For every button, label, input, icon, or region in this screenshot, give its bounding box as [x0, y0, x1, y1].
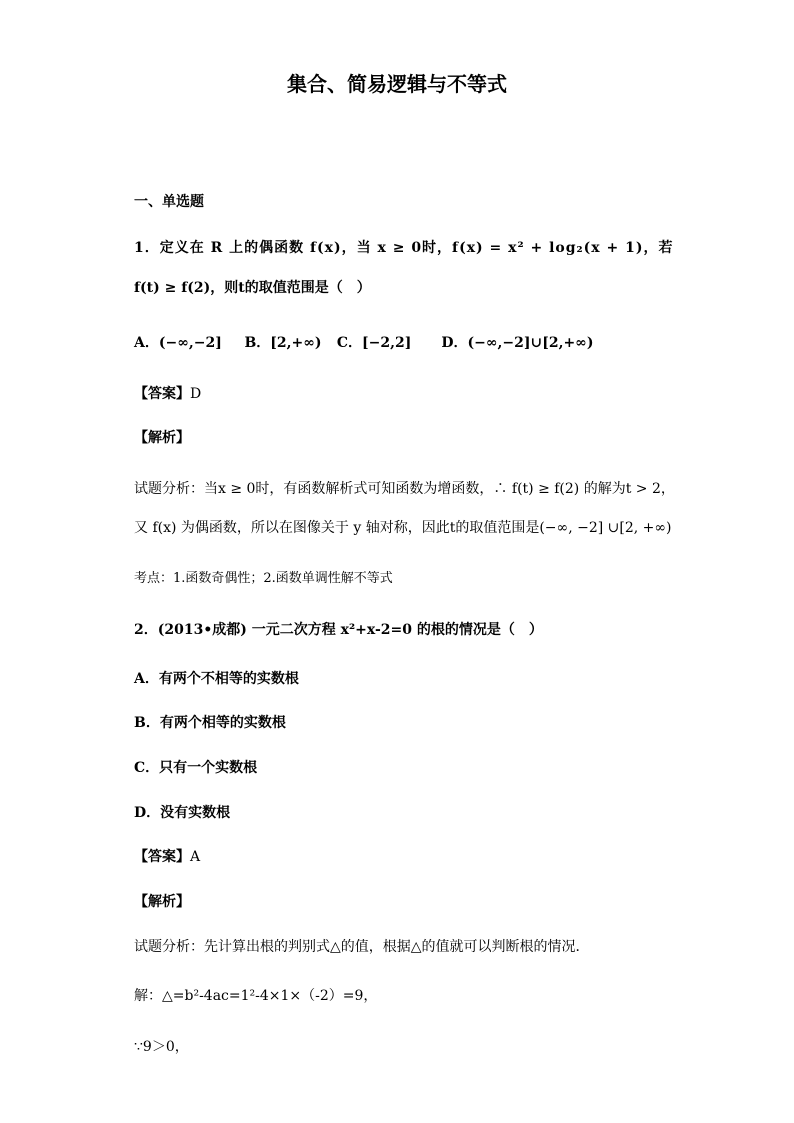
q2-answer	[134, 847, 674, 867]
q2-analysis-line1: 试题分析：先计算出根的判别式△的值，根据△的值就可以判断根的情况．	[134, 939, 590, 955]
q2-option-c: C．只有一个实数根	[134, 760, 258, 776]
q1-option-a: A．(−∞,−2]	[134, 335, 222, 351]
section-heading: 一、单选题	[134, 194, 204, 210]
q2-option-a: A．有两个不相等的实数根	[134, 671, 299, 687]
q1-analysis-line1: 试题分析：当x ≥ 0时，有函数解析式可知函数为增函数，∴ f(t) ≥ f(2) 的解为t > 2，	[134, 481, 675, 497]
q1-answer	[134, 384, 674, 404]
page-title: 集合、简易逻辑与不等式	[287, 72, 507, 96]
q1-option-b: B．[2,+∞)	[244, 335, 322, 351]
q1-answer-value: D	[190, 386, 202, 402]
q2-answer-label: 【答案】	[134, 849, 190, 865]
q1-answer-label: 【答案】	[134, 386, 190, 402]
q2-stem: 2．(2013•成都) 一元二次方程 x²+x-2=0 的根的情况是（ ）	[134, 622, 543, 638]
q1-option-d: D．(−∞,−2]∪[2,+∞)	[441, 335, 594, 351]
q2-solution-line2: ∵9＞0，	[134, 1039, 189, 1055]
q1-analysis-line2: 又 f(x) 为偶函数，所以在图像关于 y 轴对称，因此t的取值范围是(−∞, −2] ∪[2, +∞)	[134, 520, 672, 536]
q1-stem-line1: 1．定义在 R 上的偶函数 f(x)，当 x ≥ 0时，f(x) = x² + log₂(x + 1)，若	[134, 240, 674, 256]
q2-solution-line1: 解：△=b²-4ac=1²-4×1×（-2）=9，	[134, 988, 378, 1004]
q1-option-c: C．[−2,2]	[336, 335, 412, 351]
q2-analysis-label: 【解析】	[134, 894, 190, 910]
q1-stem-line2: f(t) ≥ f(2)，则t的取值范围是（ ）	[134, 280, 371, 296]
q1-analysis-label: 【解析】	[134, 430, 190, 446]
q1-options	[134, 333, 674, 353]
q2-option-d: D．没有实数根	[134, 805, 231, 821]
q1-points: 考点：1.函数奇偶性；2.函数单调性解不等式	[134, 571, 393, 586]
q2-answer-value: A	[190, 849, 201, 865]
q2-option-b: B．有两个相等的实数根	[134, 715, 286, 731]
